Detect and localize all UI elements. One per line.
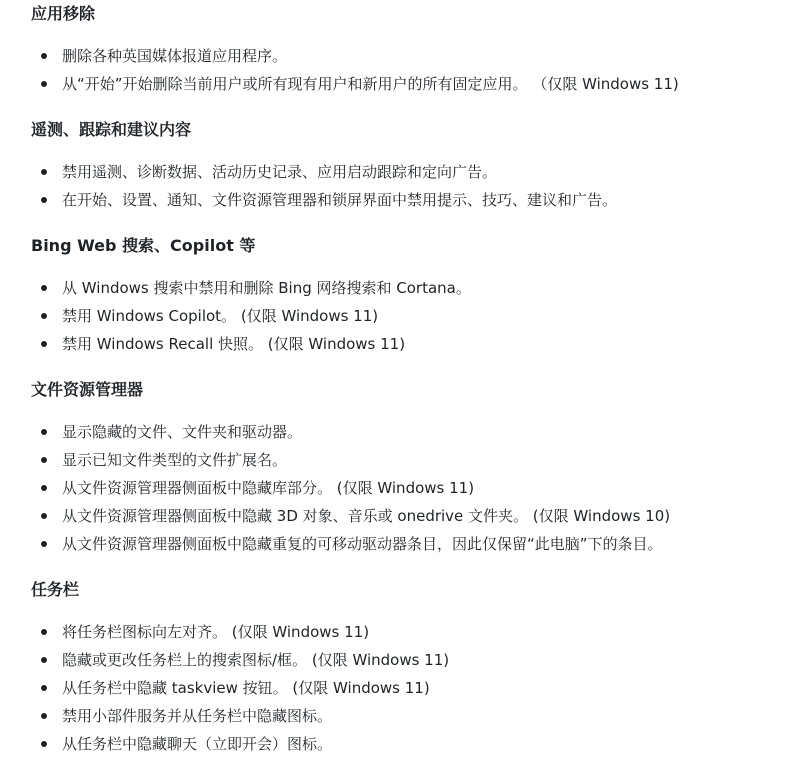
list-item-text: 禁用遥测、诊断数据、活动历史记录、应用启动跟踪和定向广告。 xyxy=(62,163,498,181)
bullet-icon xyxy=(41,741,47,747)
list-item xyxy=(31,70,796,98)
list-item-text: 从文件资源管理器侧面板中隐藏 3D 对象、音乐或 onedrive 文件夹。 (仅限 Windows 10) xyxy=(62,507,671,525)
list-item-text: 在开始、设置、通知、文件资源管理器和锁屏界面中禁用提示、技巧、建议和广告。 xyxy=(62,191,618,209)
list-item xyxy=(31,274,796,302)
section-file-explorer xyxy=(31,358,796,558)
list-item-text: 禁用小部件服务并从任务栏中隐藏图标。 xyxy=(62,707,333,725)
list-item xyxy=(31,730,796,758)
bullet-icon xyxy=(41,313,47,319)
list-item-text: 从 Windows 搜索中禁用和删除 Bing 网络搜索和 Cortana。 xyxy=(62,279,471,297)
list-item-text: 从“开始”开始删除当前用户或所有现有用户和新用户的所有固定应用。 （仅限 Windows 11) xyxy=(62,75,679,93)
list-item-text: 删除各种英国媒体报道应用程序。 xyxy=(62,47,288,65)
list-item xyxy=(31,702,796,730)
bullet-icon xyxy=(41,53,47,59)
bullet-icon xyxy=(41,197,47,203)
bullet-icon xyxy=(41,341,47,347)
bullet-icon xyxy=(41,429,47,435)
list-item xyxy=(31,530,796,558)
list-item-text: 显示隐藏的文件、文件夹和驱动器。 xyxy=(62,423,303,441)
list-item-text: 将任务栏图标向左对齐。 (仅限 Windows 11) xyxy=(62,623,370,641)
section-app-removal xyxy=(31,0,796,98)
bullet-icon xyxy=(41,285,47,291)
list-item xyxy=(31,618,796,646)
bullet-icon xyxy=(41,485,47,491)
list-item xyxy=(31,474,796,502)
bullet-list xyxy=(31,274,796,358)
list-item xyxy=(31,158,796,186)
list-item xyxy=(31,186,796,214)
bullet-icon xyxy=(41,169,47,175)
list-item-text: 显示已知文件类型的文件扩展名。 xyxy=(62,451,288,469)
section-bing-copilot xyxy=(31,214,796,358)
bullet-list xyxy=(31,158,796,214)
bullet-list xyxy=(31,618,796,758)
bullet-icon xyxy=(41,81,47,87)
list-item xyxy=(31,674,796,702)
bullet-list xyxy=(31,418,796,558)
bullet-list xyxy=(31,42,796,98)
list-item xyxy=(31,446,796,474)
section-heading: 应用移除 xyxy=(31,4,96,23)
bullet-icon xyxy=(41,457,47,463)
bullet-icon xyxy=(41,541,47,547)
list-item xyxy=(31,42,796,70)
section-heading: Bing Web 搜索、Copilot 等 xyxy=(31,236,256,255)
list-item-text: 禁用 Windows Recall 快照。 (仅限 Windows 11) xyxy=(62,335,406,353)
list-item-text: 从任务栏中隐藏聊天（立即开会）图标。 xyxy=(62,735,333,753)
bullet-icon xyxy=(41,657,47,663)
list-item xyxy=(31,302,796,330)
section-telemetry xyxy=(31,98,796,214)
list-item xyxy=(31,502,796,530)
bullet-icon xyxy=(41,713,47,719)
section-taskbar xyxy=(31,558,796,758)
list-item xyxy=(31,418,796,446)
section-heading: 任务栏 xyxy=(31,580,80,599)
list-item xyxy=(31,330,796,358)
list-item-text: 从任务栏中隐藏 taskview 按钮。 (仅限 Windows 11) xyxy=(62,679,430,697)
section-heading: 遥测、跟踪和建议内容 xyxy=(31,120,192,139)
list-item-text: 隐藏或更改任务栏上的搜索图标/框。 (仅限 Windows 11) xyxy=(62,651,450,669)
bullet-icon xyxy=(41,629,47,635)
section-heading: 文件资源管理器 xyxy=(31,380,144,399)
list-item xyxy=(31,646,796,674)
list-item-text: 从文件资源管理器侧面板中隐藏重复的可移动驱动器条目，因此仅保留“此电脑”下的条目。 xyxy=(62,535,663,553)
list-item-text: 禁用 Windows Copilot。 (仅限 Windows 11) xyxy=(62,307,379,325)
list-item-text: 从文件资源管理器侧面板中隐藏库部分。 (仅限 Windows 11) xyxy=(62,479,475,497)
bullet-icon xyxy=(41,685,47,691)
bullet-icon xyxy=(41,513,47,519)
